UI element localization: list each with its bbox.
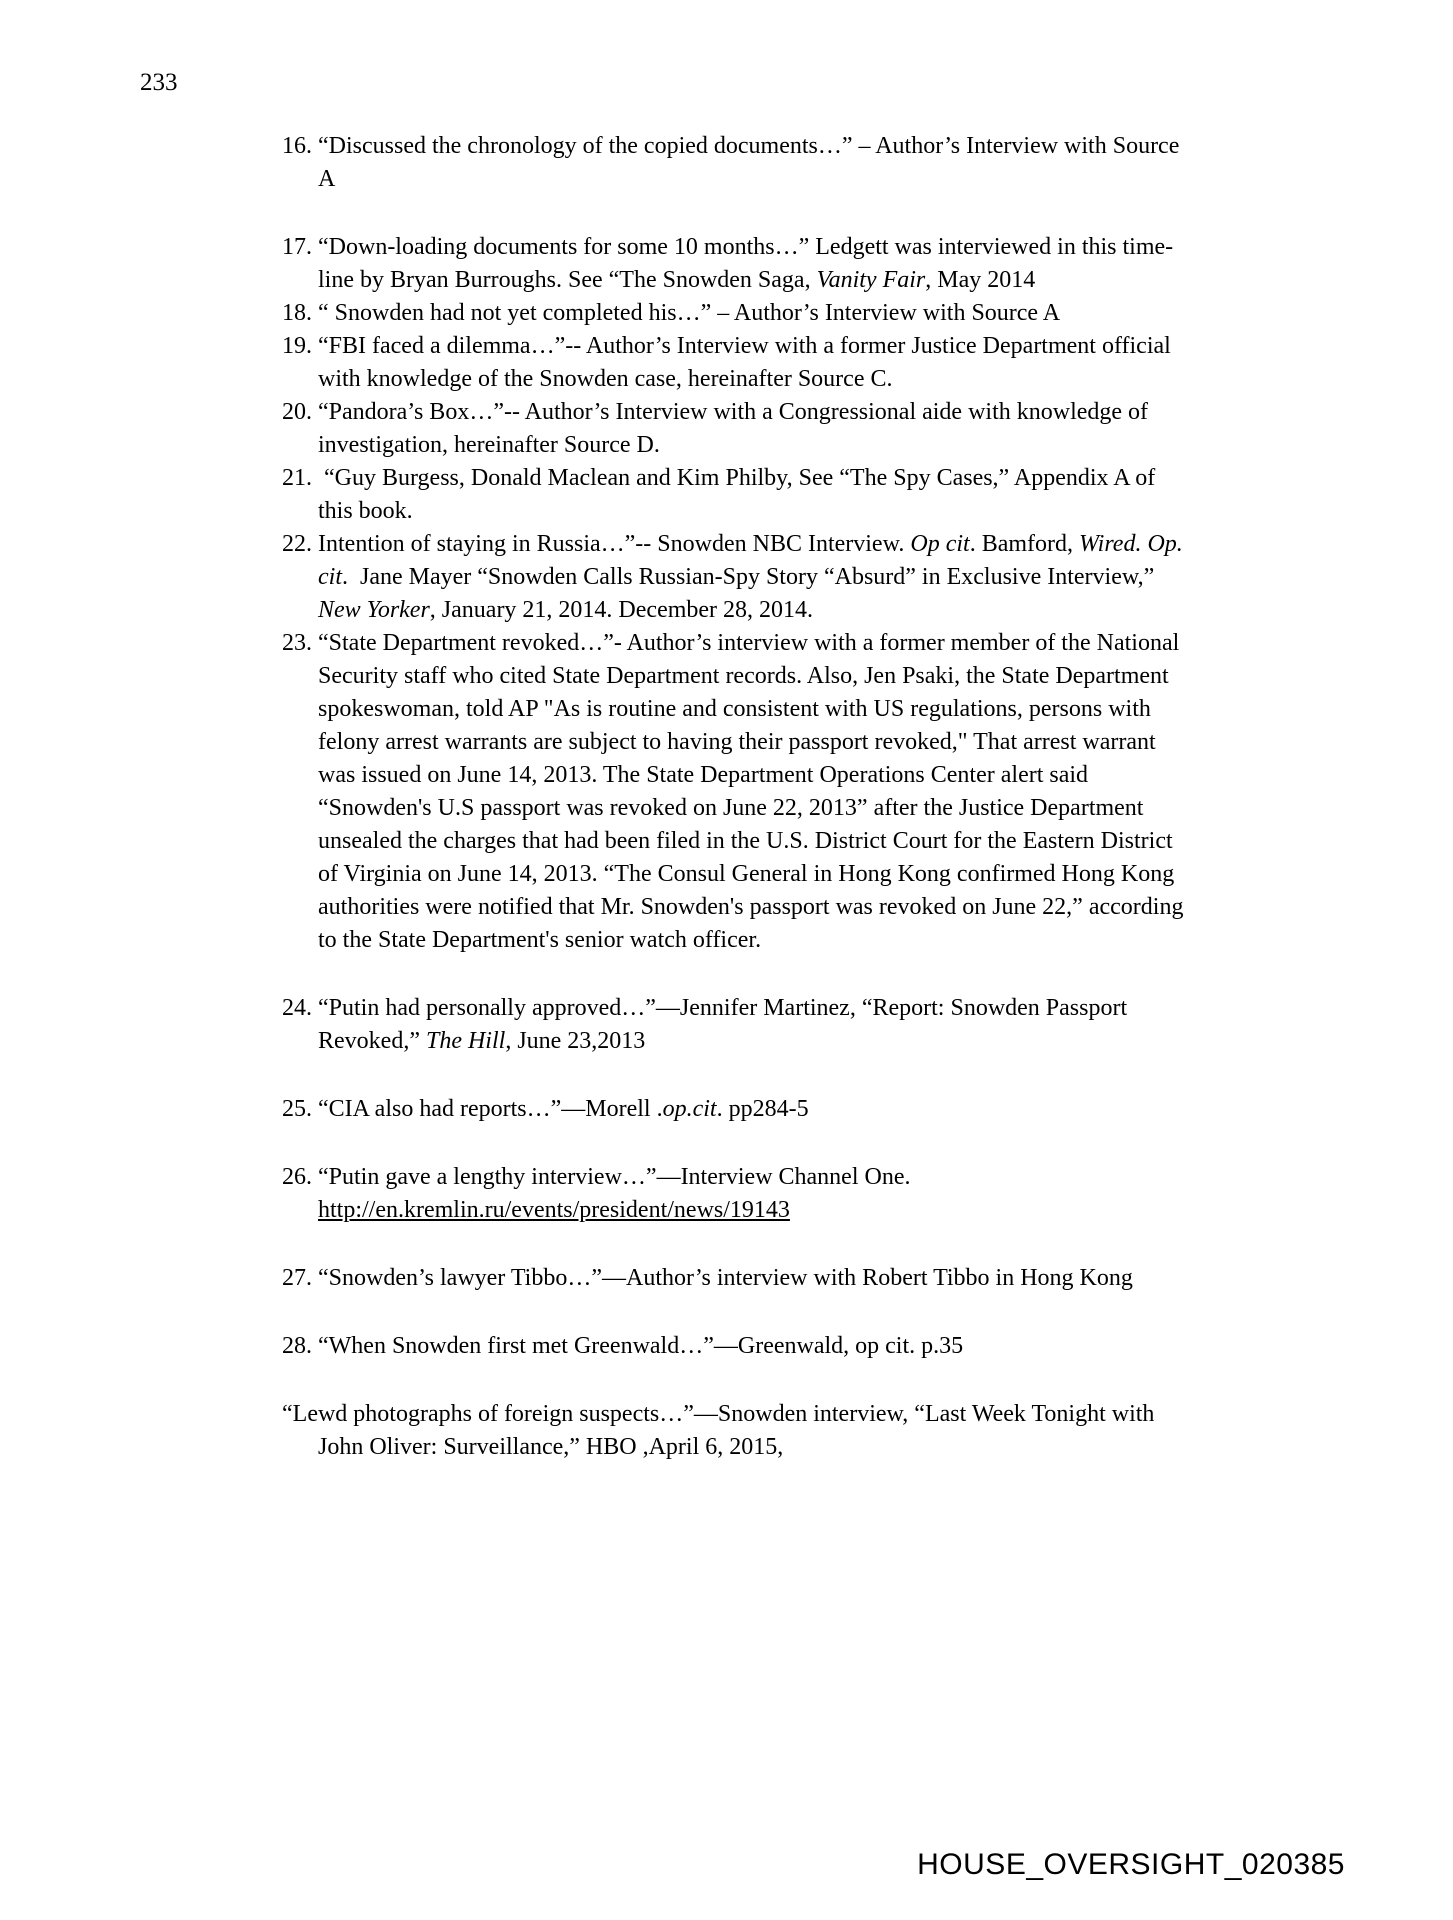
text-segment: The Hill — [425, 1028, 506, 1054]
text-segment: “Lewd photographs of foreign suspects…”—Snowden interview, “Last Week Tonight with John Oliver: Surveillance,” HBO ,April 6, 2015, — [282, 1401, 1161, 1460]
text-segment: New Yorker — [318, 597, 430, 623]
endnote-text — [318, 1093, 1185, 1126]
endnote-text — [318, 330, 1185, 396]
text-segment: “Pandora’s Box…”-- Author’s Interview with a Congressional aide with knowledge of investigation, hereinafter Source D. — [318, 399, 1155, 458]
text-segment: Op cit — [910, 531, 970, 557]
text-segment: , January 21, 2014. December 28, 2014. — [429, 597, 814, 623]
endnote-item — [282, 130, 1185, 196]
endnote-number: 16. — [282, 133, 312, 159]
url-link: http://en.kremlin.ru/events/president/news/19143 — [318, 1197, 790, 1223]
text-segment: Wired. Op. cit — [318, 531, 1189, 590]
endnote-number: 28. — [282, 1333, 312, 1359]
text-segment: “Guy Burgess, Donald Maclean and Kim Philby, See “The Spy Cases,” Appendix A of this book. — [318, 465, 1162, 524]
text-segment: “Snowden’s lawyer Tibbo…”—Author’s interview with Robert Tibbo in Hong Kong — [318, 1265, 1133, 1291]
endnote-text — [318, 462, 1185, 528]
text-segment: Vanity Fair — [816, 267, 926, 293]
text-segment: Intention of staying in Russia…”-- Snowden NBC Interview. — [318, 531, 911, 557]
text-segment: . Bamford, — [969, 531, 1079, 557]
endnote-item — [282, 1262, 1185, 1295]
endnote-text — [318, 130, 1185, 196]
endnote-paragraph — [282, 1398, 1185, 1464]
endnote-text — [318, 396, 1185, 462]
text-segment: “FBI faced a dilemma…”-- Author’s Interview with a former Justice Department official with knowledge of the Snowden case, hereinafter Source C. — [318, 333, 1177, 392]
endnote-item — [282, 1093, 1185, 1126]
endnote-item — [282, 297, 1185, 330]
endnote-item — [282, 1330, 1185, 1363]
text-segment: “Discussed the chronology of the copied documents…” – Author’s Interview with Source A — [318, 133, 1185, 192]
text-segment: “CIA also had reports…”—Morell . — [318, 1096, 663, 1122]
endnote-number: 25. — [282, 1096, 312, 1122]
endnote-text — [318, 528, 1189, 627]
endnote-text — [318, 627, 1190, 957]
endnote-number: 19. — [282, 333, 312, 359]
text-segment: . pp284-5 — [716, 1096, 809, 1122]
endnote-number: 27. — [282, 1265, 312, 1291]
text-segment: . Jane Mayer “Snowden Calls Russian-Spy Story “Absurd” in Exclusive Interview,” — [342, 564, 1161, 590]
endnote-text — [318, 297, 1185, 330]
endnote-text — [282, 1398, 1185, 1464]
endnote-text — [318, 992, 1185, 1058]
bates-stamp: HOUSE_OVERSIGHT_020385 — [917, 1848, 1345, 1881]
endnote-number: 17. — [282, 234, 312, 260]
text-segment: “Down-loading documents for some 10 months…” Ledgett was interviewed in this time-line by Bryan Burroughs. See “The Snowden Saga, — [318, 234, 1174, 293]
endnote-item — [282, 231, 1185, 297]
endnote-number: 26. — [282, 1164, 312, 1190]
text-segment: “When Snowden first met Greenwald…”—Greenwald, op cit. p.35 — [318, 1333, 964, 1359]
endnote-item — [282, 1161, 1185, 1227]
endnote-item — [282, 330, 1185, 396]
endnote-item — [282, 627, 1190, 957]
endnote-text — [318, 1262, 1185, 1295]
endnote-text — [318, 1330, 1185, 1363]
text-segment: , May 2014 — [925, 267, 1036, 293]
endnote-text — [318, 231, 1185, 297]
endnote-number: 23. — [282, 630, 312, 656]
endnote-item — [282, 396, 1185, 462]
text-segment: op.cit — [662, 1096, 717, 1122]
endnote-number: 18. — [282, 300, 312, 326]
text-segment: “Putin had personally approved…”—Jennifer Martinez, “Report: Snowden Passport Revoked,” — [318, 995, 1134, 1054]
text-segment: “State Department revoked…”- Author’s interview with a former member of the National Security staff who cited State Department records. Also, Jen Psaki, the State Department spokeswoman, told AP "As is routine and consistent with US regulations, persons with felony arrest warrants are subject to having their passport revoked," That arrest warrant was issued on June 14, 2013. The State Department Operations Center alert said “Snowden's U.S passport was revoked on June 22, 2013” after the Justice Department unsealed the charges that had been filed in the U.S. District Court for the Eastern District of Virginia on June 14, 2013. “The Consul General in Hong Kong confirmed Hong Kong authorities were notified that Mr. Snowden's passport was revoked on June 22,” according to the State Department's senior watch officer. — [318, 630, 1190, 953]
endnote-number: 24. — [282, 995, 312, 1021]
endnote-number: 20. — [282, 399, 312, 425]
endnote-item — [282, 528, 1189, 627]
endnote-item — [282, 992, 1185, 1058]
endnote-item — [282, 462, 1185, 528]
page-number: 233 — [140, 69, 178, 96]
text-segment: “Putin gave a lengthy interview…”—Interview Channel One. — [318, 1164, 917, 1190]
endnote-number: 22. — [282, 531, 312, 557]
text-segment: “ Snowden had not yet completed his…” – Author’s Interview with Source A — [318, 300, 1061, 326]
text-segment: , June 23,2013 — [505, 1028, 646, 1054]
endnote-number: 21. — [282, 465, 312, 491]
notes-list — [282, 130, 1190, 1464]
endnote-text — [318, 1161, 1185, 1227]
